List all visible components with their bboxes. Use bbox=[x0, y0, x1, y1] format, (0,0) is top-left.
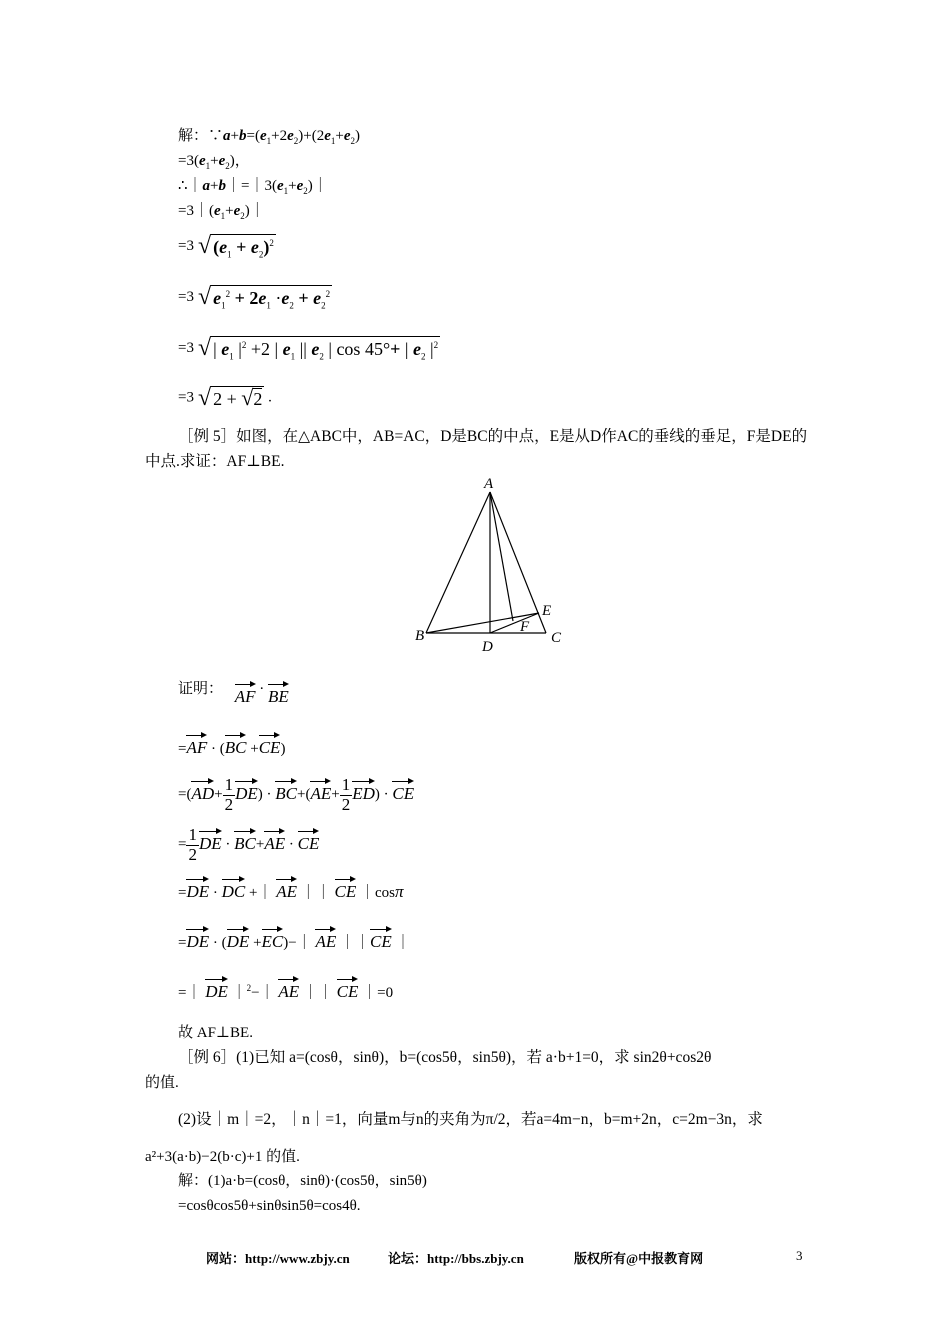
example6-solution-1: 解：(1)a·b=(cosθ，sinθ)·(cos5θ，sin5θ) bbox=[178, 1173, 427, 1189]
triangle-figure bbox=[410, 470, 580, 655]
label-b: B bbox=[415, 628, 425, 644]
proof-line-5: =DE · DC +｜ AE ｜｜ CE ｜cosπ bbox=[178, 877, 404, 901]
solution-line-5: =3 √ $(e_1 + e_2)^2$ bbox=[178, 233, 274, 260]
solution-line-1: 解：$\because a+b=(e_1+2e_2)+(2e_1+e_2)$ bbox=[178, 128, 361, 146]
proof-line-7: =｜ DE ｜$^2$−｜ AE ｜｜ CE ｜=0 bbox=[178, 977, 393, 1001]
proof-line-2: =AF · (BC +CE) bbox=[178, 733, 285, 757]
label-c: C bbox=[551, 630, 562, 646]
solution-line-6: =3 √ $e_1^2 + 2e_1 \cdot e_2 + e_2^2$ bbox=[178, 284, 331, 311]
example6-line-2: 的值. bbox=[145, 1075, 179, 1091]
solution-line-8: =3 √ 2 + √2 . bbox=[178, 385, 272, 411]
solution-line-7: =3 √ | $e_1$ $|^2 +2$ | $e_1$ || $e_2$ | cos 45°+ | $e_2$ $|^2$ bbox=[178, 335, 439, 362]
segment-af bbox=[490, 492, 513, 621]
segment-de bbox=[490, 613, 539, 633]
example5-line-2: 中点.求证：AF⊥BE. bbox=[145, 453, 285, 470]
footer-website[interactable]: 网站：http://www.zbjy.cn bbox=[206, 1251, 350, 1266]
example6-line-4: a²+3(a·b)−2(b·c)+1 的值. bbox=[145, 1149, 300, 1165]
solution-line-3: $\therefore|a+b|=|3(e_1+e_2)|$ bbox=[178, 178, 328, 196]
proof-line-6: =DE · (DE +EC)−｜ AE ｜｜CE ｜ bbox=[178, 927, 411, 951]
example6-line-1: ［例 6］(1)已知 a=(cosθ，sinθ)，b=(cos5θ，sin5θ)，若 a·b+1=0，求 sin2θ+cos2θ bbox=[178, 1049, 712, 1066]
proof-conclusion: 故 AF⊥BE. bbox=[178, 1025, 253, 1041]
side-ab bbox=[426, 492, 490, 633]
footer-copyright: 版权所有@中报教育网 bbox=[574, 1251, 704, 1266]
label-f: F bbox=[520, 619, 530, 635]
proof-line-3: =(AD+ $\frac{1}{2}$ DE) · BC+(AE+ $\frac{1}{2}$ ED) · CE bbox=[178, 775, 415, 814]
footer-forum[interactable]: 论坛：http://bbs.zbjy.cn bbox=[388, 1251, 524, 1266]
solution-line-2: $=3(e_1+e_2)$， bbox=[178, 153, 250, 171]
page-number: 3 bbox=[796, 1248, 803, 1263]
example6-line-3: (2)设｜m｜=2，｜n｜=1，向量m与n的夹角为π/2，若a=4m−n，b=m+2n，c=2m−3n，求 bbox=[178, 1111, 763, 1128]
solution-line-4: $=3|(e_1+e_2)|$ bbox=[178, 203, 265, 221]
proof-label: 证明： bbox=[178, 681, 224, 697]
proof-line-4: = $\frac{1}{2}$ DE · BC+AE · CE bbox=[178, 825, 320, 864]
label-a: A bbox=[484, 476, 494, 492]
solution-label: 解： bbox=[178, 128, 209, 144]
label-d: D bbox=[482, 639, 493, 655]
side-ac bbox=[490, 492, 546, 633]
proof-line-1: 证明： AF · BE bbox=[178, 681, 289, 706]
label-e: E bbox=[542, 603, 552, 619]
example5-line-1: ［例 5］如图，在△ABC中，AB=AC，D是BC的中点，E是从D作AC的垂线的垂足，F是DE的 bbox=[178, 428, 808, 445]
example6-solution-2: =cosθcos5θ+sinθsin5θ=cos4θ. bbox=[178, 1198, 361, 1214]
